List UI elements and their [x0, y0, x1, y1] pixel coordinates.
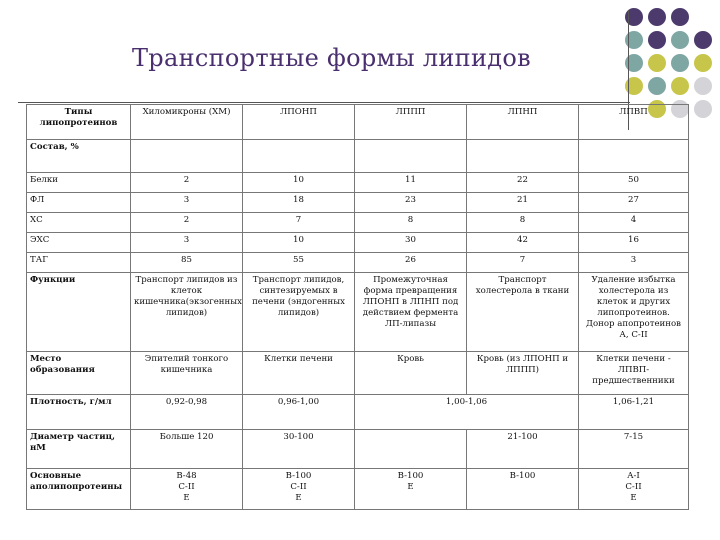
table-cell: 2: [131, 213, 243, 233]
table-cell: 0,92-0,98: [131, 395, 243, 430]
table-cell: [355, 469, 467, 510]
table-cell: 1,06-1,21: [579, 395, 689, 430]
table-cell: 3: [579, 253, 689, 273]
apo-item: B-100: [285, 471, 312, 481]
table-row: [27, 193, 689, 213]
header-idl: ЛППП: [355, 105, 467, 140]
apo-item: E: [295, 493, 302, 503]
table-cell: [355, 140, 467, 173]
function-row: [27, 273, 689, 352]
table-header-row: [27, 105, 689, 140]
table-row: [27, 253, 689, 273]
table-cell: Клетки печени - ЛПВП-предшественники: [579, 352, 689, 395]
composition-label: Состав, %: [27, 140, 131, 173]
dot-teal: [671, 31, 689, 49]
apo-item: B-100: [509, 471, 536, 481]
table-cell-merged: 1,00-1,06: [355, 395, 579, 430]
apo-item: C-II: [625, 482, 642, 492]
apo-item: B-48: [176, 471, 197, 481]
table-cell: 22: [467, 173, 579, 193]
apo-item: E: [183, 493, 190, 503]
row-label: Белки: [27, 173, 131, 193]
row-label: Место образования: [27, 352, 131, 395]
table-cell: 42: [467, 233, 579, 253]
table-cell: [355, 430, 467, 469]
table-cell: [467, 469, 579, 510]
table-cell: Удаление избытка холестерола из клеток и других липопротеинов. Донор апопротеинов А, С-II: [579, 273, 689, 352]
apo-item: C-II: [290, 482, 307, 492]
table-cell: 4: [579, 213, 689, 233]
header-ldl: ЛПНП: [467, 105, 579, 140]
table-cell: 11: [355, 173, 467, 193]
table-cell: 8: [467, 213, 579, 233]
table-cell: [579, 140, 689, 173]
table-cell: [131, 469, 243, 510]
table-cell: Транспорт липидов, синтезируемых в печени (эндогенных липидов): [243, 273, 355, 352]
table-cell: 7: [467, 253, 579, 273]
table-cell: 3: [131, 193, 243, 213]
row-label: Функции: [27, 273, 131, 352]
table-cell: [579, 469, 689, 510]
apo-item: C-II: [178, 482, 195, 492]
table-cell: 7-15: [579, 430, 689, 469]
table-cell: [467, 140, 579, 173]
table-cell: Кровь (из ЛПОНП и ЛППП): [467, 352, 579, 395]
table-cell: Эпителий тонкого кишечника: [131, 352, 243, 395]
row-label: Плотность, г/мл: [27, 395, 131, 430]
table-row: [27, 233, 689, 253]
formation-place-row: [27, 352, 689, 395]
dot-teal: [648, 77, 666, 95]
table-cell: 10: [243, 173, 355, 193]
row-label: ФЛ: [27, 193, 131, 213]
table-cell: 8: [355, 213, 467, 233]
apo-item: E: [407, 482, 414, 492]
apo-item: A-I: [627, 471, 640, 481]
table-cell: Кровь: [355, 352, 467, 395]
table-cell: 50: [579, 173, 689, 193]
table-cell: Промежуточная форма превращения ЛПОНП в ЛПНП под действием фермента ЛП-липазы: [355, 273, 467, 352]
table-cell: 16: [579, 233, 689, 253]
dot-light: [694, 77, 712, 95]
header-vldl: ЛПОНП: [243, 105, 355, 140]
diameter-row: [27, 430, 689, 469]
dot-purple: [671, 8, 689, 26]
dot-olive: [671, 77, 689, 95]
dot-olive: [694, 54, 712, 72]
table-cell: [243, 469, 355, 510]
table-cell: 30: [355, 233, 467, 253]
table-cell: 7: [243, 213, 355, 233]
dot-purple: [648, 8, 666, 26]
table-cell: 85: [131, 253, 243, 273]
dot-purple: [648, 31, 666, 49]
lipoprotein-table: [26, 104, 689, 510]
table-cell: 23: [355, 193, 467, 213]
dot-olive: [648, 54, 666, 72]
header-chylomicrons: Хиломикроны (ХМ): [131, 105, 243, 140]
table-cell: 18: [243, 193, 355, 213]
table-cell: 21-100: [467, 430, 579, 469]
header-hdl: ЛПВП: [579, 105, 689, 140]
apo-item: B-100: [397, 471, 424, 481]
table-cell: Транспорт липидов из клеток кишечника(экзогенных липидов): [131, 273, 243, 352]
table-cell: Клетки печени: [243, 352, 355, 395]
title-divider-horizontal: [18, 102, 630, 103]
table-cell: 0,96-1,00: [243, 395, 355, 430]
slide-title: Транспортные формы липидов: [132, 44, 531, 72]
table-cell: 55: [243, 253, 355, 273]
table-row: [27, 213, 689, 233]
table-cell: 21: [467, 193, 579, 213]
header-type-label: Типы липопротеинов: [27, 105, 131, 140]
density-row: [27, 395, 689, 430]
row-label: ХС: [27, 213, 131, 233]
table-cell: 27: [579, 193, 689, 213]
table-cell: 26: [355, 253, 467, 273]
table-cell: 30-100: [243, 430, 355, 469]
row-label: ТАГ: [27, 253, 131, 273]
table-cell: 3: [131, 233, 243, 253]
row-label: ЭХС: [27, 233, 131, 253]
table-row: [27, 173, 689, 193]
row-label: Диаметр частиц, нМ: [27, 430, 131, 469]
table-cell: [131, 140, 243, 173]
apolipoprotein-row: [27, 469, 689, 510]
table-cell: Транспорт холестерола в ткани: [467, 273, 579, 352]
table-cell: [243, 140, 355, 173]
composition-heading-row: [27, 140, 689, 173]
row-label: Основные аполипопротеины: [27, 469, 131, 510]
table-cell: 2: [131, 173, 243, 193]
decorative-dot-grid: [625, 8, 712, 118]
apo-item: E: [630, 493, 637, 503]
dot-teal: [671, 54, 689, 72]
table-cell: Больше 120: [131, 430, 243, 469]
dot-light: [694, 100, 712, 118]
dot-empty: [694, 8, 712, 26]
dot-purple: [694, 31, 712, 49]
table-cell: 10: [243, 233, 355, 253]
